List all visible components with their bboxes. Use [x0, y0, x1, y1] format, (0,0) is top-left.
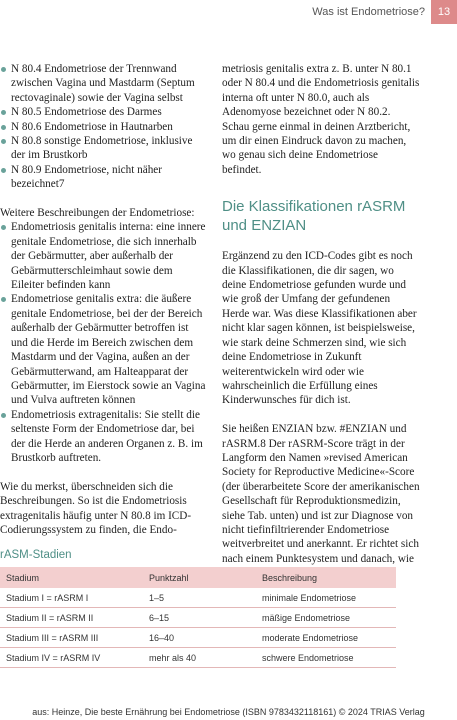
description-list: [0, 220, 206, 465]
table-cell: minimale Endometriose: [256, 588, 396, 608]
page-footer: aus: Heinze, Die beste Ernährung bei Endometriose (ISBN 9783432118161) © 2024 TRIAS Verlag: [32, 707, 425, 717]
table-row: [0, 628, 396, 648]
body-paragraph: Wie du merkst, überschneiden sich die Beschreibungen. So ist die Endometriosis extragenitalis häufig unter N 80.8 im ICD-Codierungssystem zu finden, die Endo-: [0, 480, 192, 536]
list-item: N 80.8 sonstige Endometriose, inklusive der im Brustkorb: [0, 134, 206, 163]
icd-code-list: [0, 62, 206, 192]
column-header: Beschreibung: [256, 567, 396, 588]
list-item: Endometriosis genitalis interna: eine innere genitale Endometriose, die sich innerhalb der Gebärmutter, aber außerhalb der Gebärmutterschleimhaut sowie dem Eileiter befinden kann: [0, 220, 206, 292]
section-heading: Die Klassifikationen rASRM und ENZIAN: [222, 198, 406, 235]
table-cell: 16–40: [143, 628, 256, 648]
body-paragraph: Ergänzend zu den ICD-Codes gibt es noch die Klassifikationen, die dir sagen, wo deine Endometriose gefunden wurde und wie groß der Umfang der gefundenen Herde war. Was diese Klassifikationen aber nicht klar sagen können, ist beispielsweise, wie stark deine Schmerzen sind, wie sich deine Endometriose in Zukunft weiterentwickeln wird oder wie wahrscheinlich die Erfüllung eines Kinderwunsches für dich ist.: [222, 250, 417, 407]
table-cell: Stadium III = rASRM III: [0, 628, 143, 648]
table-cell: 1–5: [143, 588, 256, 608]
table-cell: mehr als 40: [143, 648, 256, 668]
running-title: Was ist Endometriose?: [312, 6, 425, 18]
table-row: [0, 608, 396, 628]
list-intro: Weitere Beschreibungen der Endometriose:: [0, 207, 195, 220]
table-row: [0, 648, 396, 668]
body-paragraph: metriosis genitalis extra z. B. unter N 80.1 oder N 80.4 und die Endometriosis genitalis interna oft unter N 80.0, auch als Adenomyose bezeichnet oder N 80.2. Schau gerne einmal in deinen Arztbericht, um dir einen Eindruck davon zu machen, wo genau sich deine Endometriose befindet.: [222, 63, 420, 176]
table-header-row: [0, 567, 396, 588]
table-cell: schwere Endometriose: [256, 648, 396, 668]
list-item: N 80.6 Endometriose in Hautnarben: [0, 120, 206, 134]
table-cell: mäßige Endometriose: [256, 608, 396, 628]
table-cell: moderate Endometriose: [256, 628, 396, 648]
table-title: rASM-Stadien: [0, 549, 72, 561]
table-cell: Stadium II = rASRM II: [0, 608, 143, 628]
list-item: N 80.4 Endometriose der Trennwand zwischen Vagina und Mastdarm (Septum rectovaginale) sowie der Vagina selbst: [0, 62, 206, 105]
list-item: N 80.9 Endometriose, nicht näher bezeichnet7: [0, 163, 206, 192]
left-column: [0, 62, 206, 552]
stages-table: [0, 567, 396, 668]
right-column: [222, 62, 420, 595]
table-row: [0, 588, 396, 608]
page-header: [0, 0, 457, 26]
list-item: Endometriosis extragenitalis: Sie stellt die seltenste Form der Endometriose dar, bei der die Herde an anderen Organen z. B. im Brustkorb auftreten.: [0, 408, 206, 466]
stages-table-block: [0, 549, 396, 668]
body-paragraph: Sie heißen ENZIAN bzw. #ENZIAN und rASRM.8 Der rASRM-Score trägt in der Langform den Namen »revised American Society for Reproductive Medicine«-Score (der überarbeitete Score der amerikanischen Gesellschaft für Reproduktionsmedizin, siehe Tab. unten) und ist zur Diagnose von nicht tiefinfiltrierender Endometriose weitverbreitet und anerkannt. Er richtet sich nach einem Punktesystem und danach, wie: [222, 423, 420, 565]
table-cell: Stadium IV = rASRM IV: [0, 648, 143, 668]
list-item: N 80.5 Endometriose des Darmes: [0, 105, 206, 119]
table-cell: 6–15: [143, 608, 256, 628]
page-number: 13: [431, 0, 457, 24]
column-header: Stadium: [0, 567, 143, 588]
list-item: Endometriose genitalis extra: die äußere genitale Endometriose, bei der der Bereich außerhalb der Gebärmutter betroffen ist und die Herde im Bereich zwischen dem Mastdarm und der Vagina, außen an der Gebärmutterwand, am Halteapparat der Gebärmutter, im Eierstock sowie an Vagina und Vulva auftreten können: [0, 292, 206, 407]
table-cell: Stadium I = rASRM I: [0, 588, 143, 608]
column-header: Punktzahl: [143, 567, 256, 588]
